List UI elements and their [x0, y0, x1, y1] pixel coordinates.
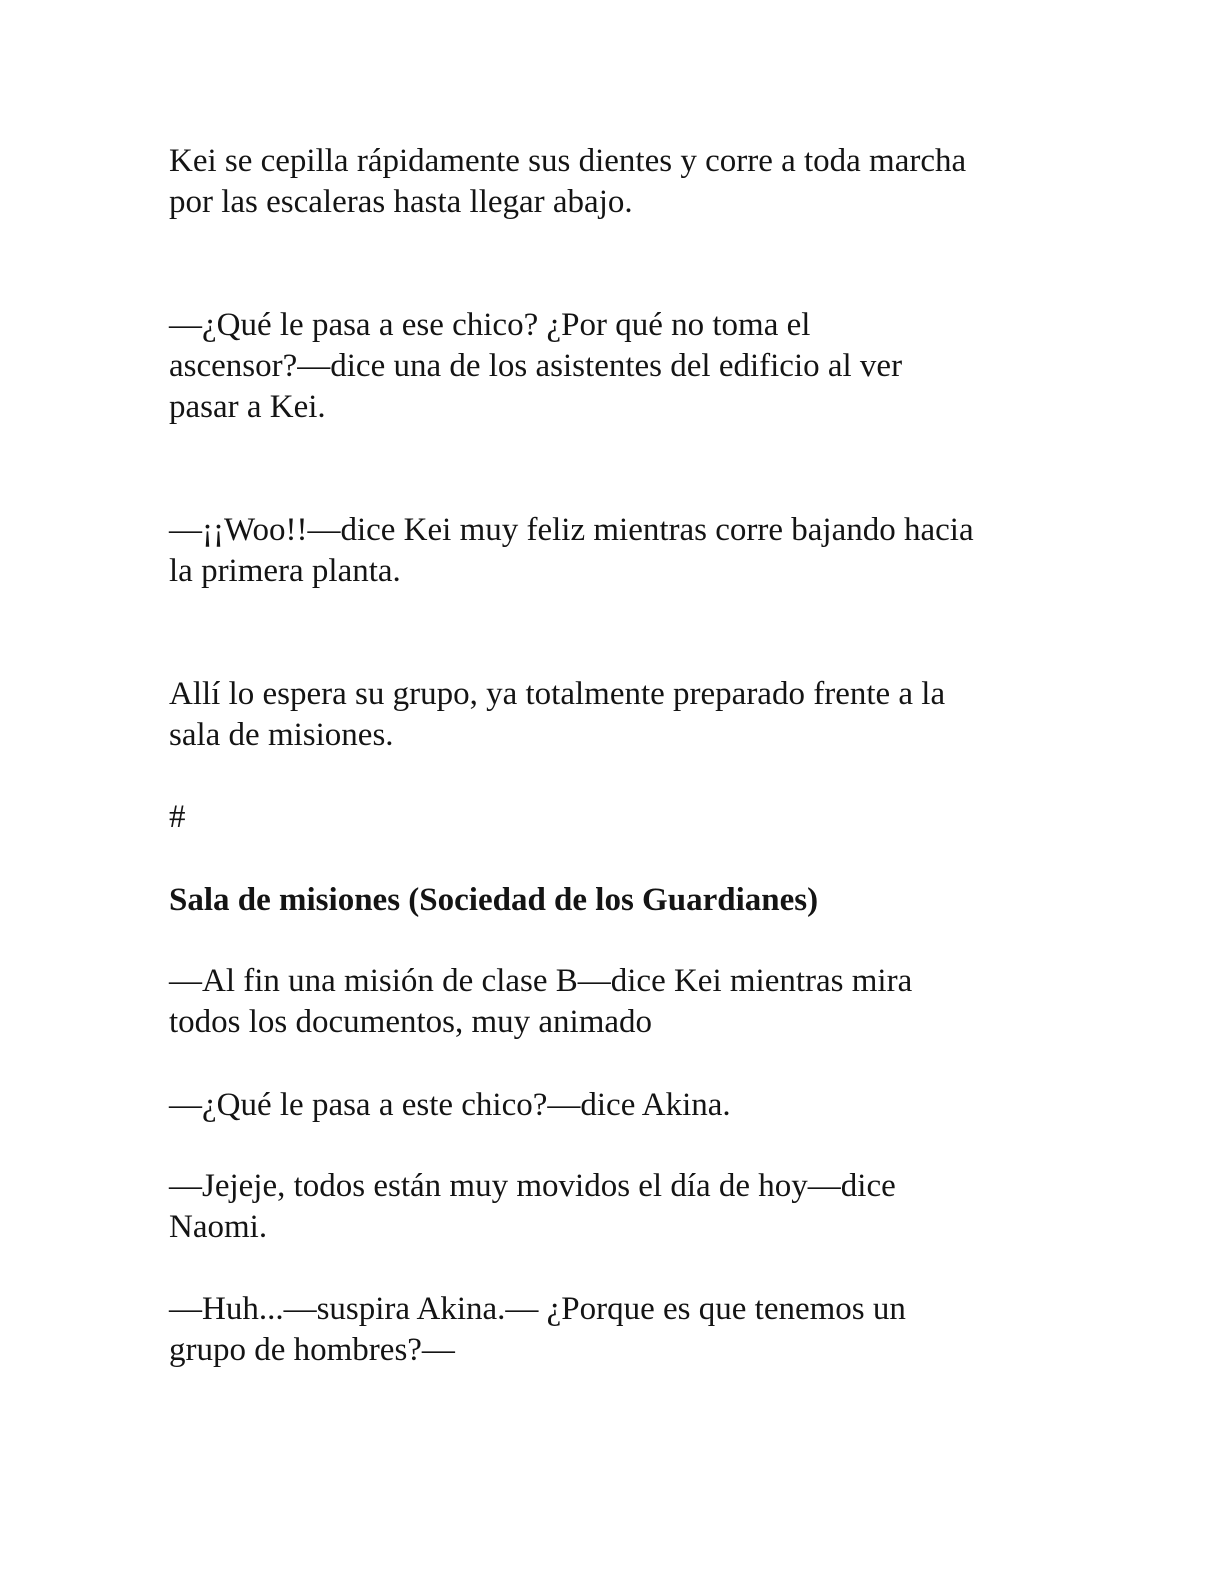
text-line: grupo de hombres?—: [169, 1332, 455, 1368]
text-line: #: [169, 799, 186, 835]
text-line: ascensor?—dice una de los asistentes del edificio al ver: [169, 348, 903, 384]
text-line: —Al fin una misión de clase B—dice Kei mientras mira: [169, 963, 913, 999]
scene-break: [169, 797, 1069, 838]
text-line: Sala de misiones (Sociedad de los Guardianes): [169, 882, 819, 918]
text-line: Allí lo espera su grupo, ya totalmente preparado frente a la: [169, 676, 946, 712]
paragraph-akina-question: [169, 1085, 1069, 1126]
section-heading: [169, 880, 1069, 921]
text-line: —¿Qué le pasa a ese chico? ¿Por qué no toma el: [169, 307, 811, 343]
paragraph-kei-brushes-teeth: [169, 141, 1069, 223]
paragraph-naomi: [169, 1166, 1069, 1248]
paragraph-mission-class-b: [169, 961, 1069, 1043]
paragraph-assistant-question: [169, 305, 1069, 428]
text-line: —¿Qué le pasa a este chico?—dice Akina.: [169, 1087, 731, 1123]
text-line: pasar a Kei.: [169, 389, 326, 425]
text-line: —Jejeje, todos están muy movidos el día de hoy—dice: [169, 1168, 896, 1204]
text-line: todos los documentos, muy animado: [169, 1004, 653, 1040]
paragraph-kei-woo: [169, 510, 1069, 592]
text-line: —¡¡Woo!!—dice Kei muy feliz mientras corre bajando hacia: [169, 512, 974, 548]
paragraph-group-waiting: [169, 674, 1069, 756]
paragraph-akina-sigh: [169, 1289, 1069, 1371]
text-line: Naomi.: [169, 1209, 268, 1245]
text-line: por las escaleras hasta llegar abajo.: [169, 184, 633, 220]
text-line: —Huh...—suspira Akina.— ¿Porque es que tenemos un: [169, 1291, 906, 1327]
text-line: sala de misiones.: [169, 717, 394, 753]
text-line: la primera planta.: [169, 553, 401, 589]
text-line: Kei se cepilla rápidamente sus dientes y corre a toda marcha: [169, 143, 967, 179]
